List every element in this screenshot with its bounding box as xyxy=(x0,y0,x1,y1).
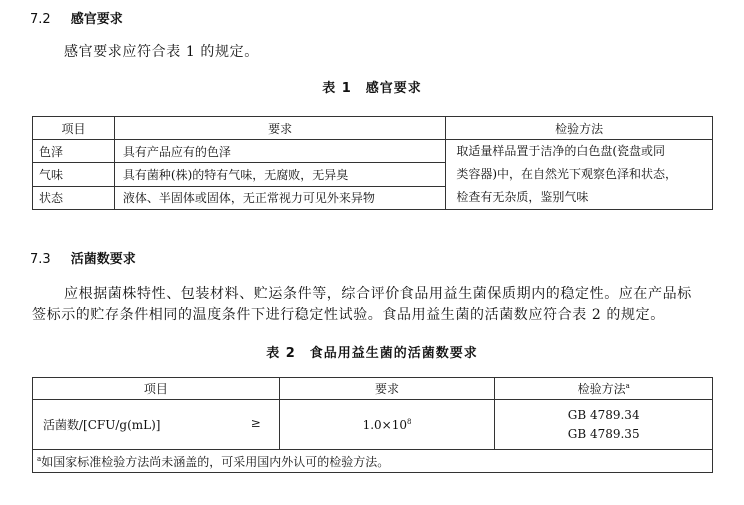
header-method: 检验方法 xyxy=(446,117,713,140)
table-footnote-row xyxy=(33,450,713,473)
cell-method xyxy=(495,400,713,450)
table-header-row xyxy=(33,378,713,400)
cell-item: 气味 xyxy=(33,163,115,186)
table-header-row xyxy=(33,117,713,140)
method-line: 类容器)中，在自然光下观察色泽和状态， xyxy=(456,167,678,181)
footnote-mark: a xyxy=(625,382,630,390)
operator: ≥ xyxy=(250,416,261,430)
paragraph-7-2: 感官要求应符合表 1 的规定。 xyxy=(64,44,259,60)
header-requirement: 要求 xyxy=(114,117,445,140)
header-requirement: 要求 xyxy=(279,378,495,400)
section-title: 感官要求 xyxy=(70,12,123,27)
table-row xyxy=(33,140,713,163)
header-method xyxy=(495,378,713,400)
method-standard: GB 4789.34 xyxy=(567,407,640,422)
method-line: 检查有无杂质，鉴别气味 xyxy=(456,190,589,204)
section-7-2-heading xyxy=(30,8,123,27)
section-7-3-heading xyxy=(30,248,136,267)
section-number: 7.3 xyxy=(30,252,51,267)
header-method-label: 检验方法 xyxy=(577,382,626,396)
cell-requirement: 液体、半固体或固体，无正常视力可见外来异物 xyxy=(114,186,445,209)
header-item: 项目 xyxy=(33,378,280,400)
header-item: 项目 xyxy=(33,117,115,140)
cell-item: 色泽 xyxy=(33,140,115,163)
cell-item: 状态 xyxy=(33,186,115,209)
item-label: 活菌数/[CFU/g(mL)] xyxy=(43,418,161,432)
paragraph-7-3-line: 签标示的贮存条件相同的温度条件下进行稳定性试验。食品用益生菌的活菌数应符合表 2 的规定。 xyxy=(32,307,665,323)
table-2-caption: 表 2 食品用益生菌的活菌数要求 xyxy=(266,346,478,361)
value-base: 1.0×10 xyxy=(362,417,407,432)
viable-count-table xyxy=(32,377,713,473)
cell-method xyxy=(446,140,713,210)
cell-item xyxy=(33,400,280,450)
table-1-caption: 表 1 感官要求 xyxy=(322,81,422,96)
section-number: 7.2 xyxy=(30,12,51,27)
paragraph-7-3-line: 应根据菌株特性、包装材料、贮运条件等，综合评价食品用益生菌保质期内的稳定性。应在产品标 xyxy=(64,286,692,302)
value-exponent: 8 xyxy=(406,417,412,426)
table-row xyxy=(33,400,713,450)
table-footnote xyxy=(33,450,713,473)
method-standard: GB 4789.35 xyxy=(567,426,640,441)
sensory-requirements-table xyxy=(32,116,713,210)
cell-requirement xyxy=(279,400,495,450)
footnote-text: 如国家标准检验方法尚未涵盖的，可采用国内外认可的检验方法。 xyxy=(41,454,390,469)
method-line: 取适量样品置于洁净的白色盘(瓷盘或同 xyxy=(456,144,666,158)
cell-requirement: 具有产品应有的色泽 xyxy=(114,140,445,163)
footnote-mark: a xyxy=(37,454,42,463)
section-title: 活菌数要求 xyxy=(70,252,136,267)
cell-requirement: 具有菌种(株)的特有气味，无腐败，无异臭 xyxy=(114,163,445,186)
